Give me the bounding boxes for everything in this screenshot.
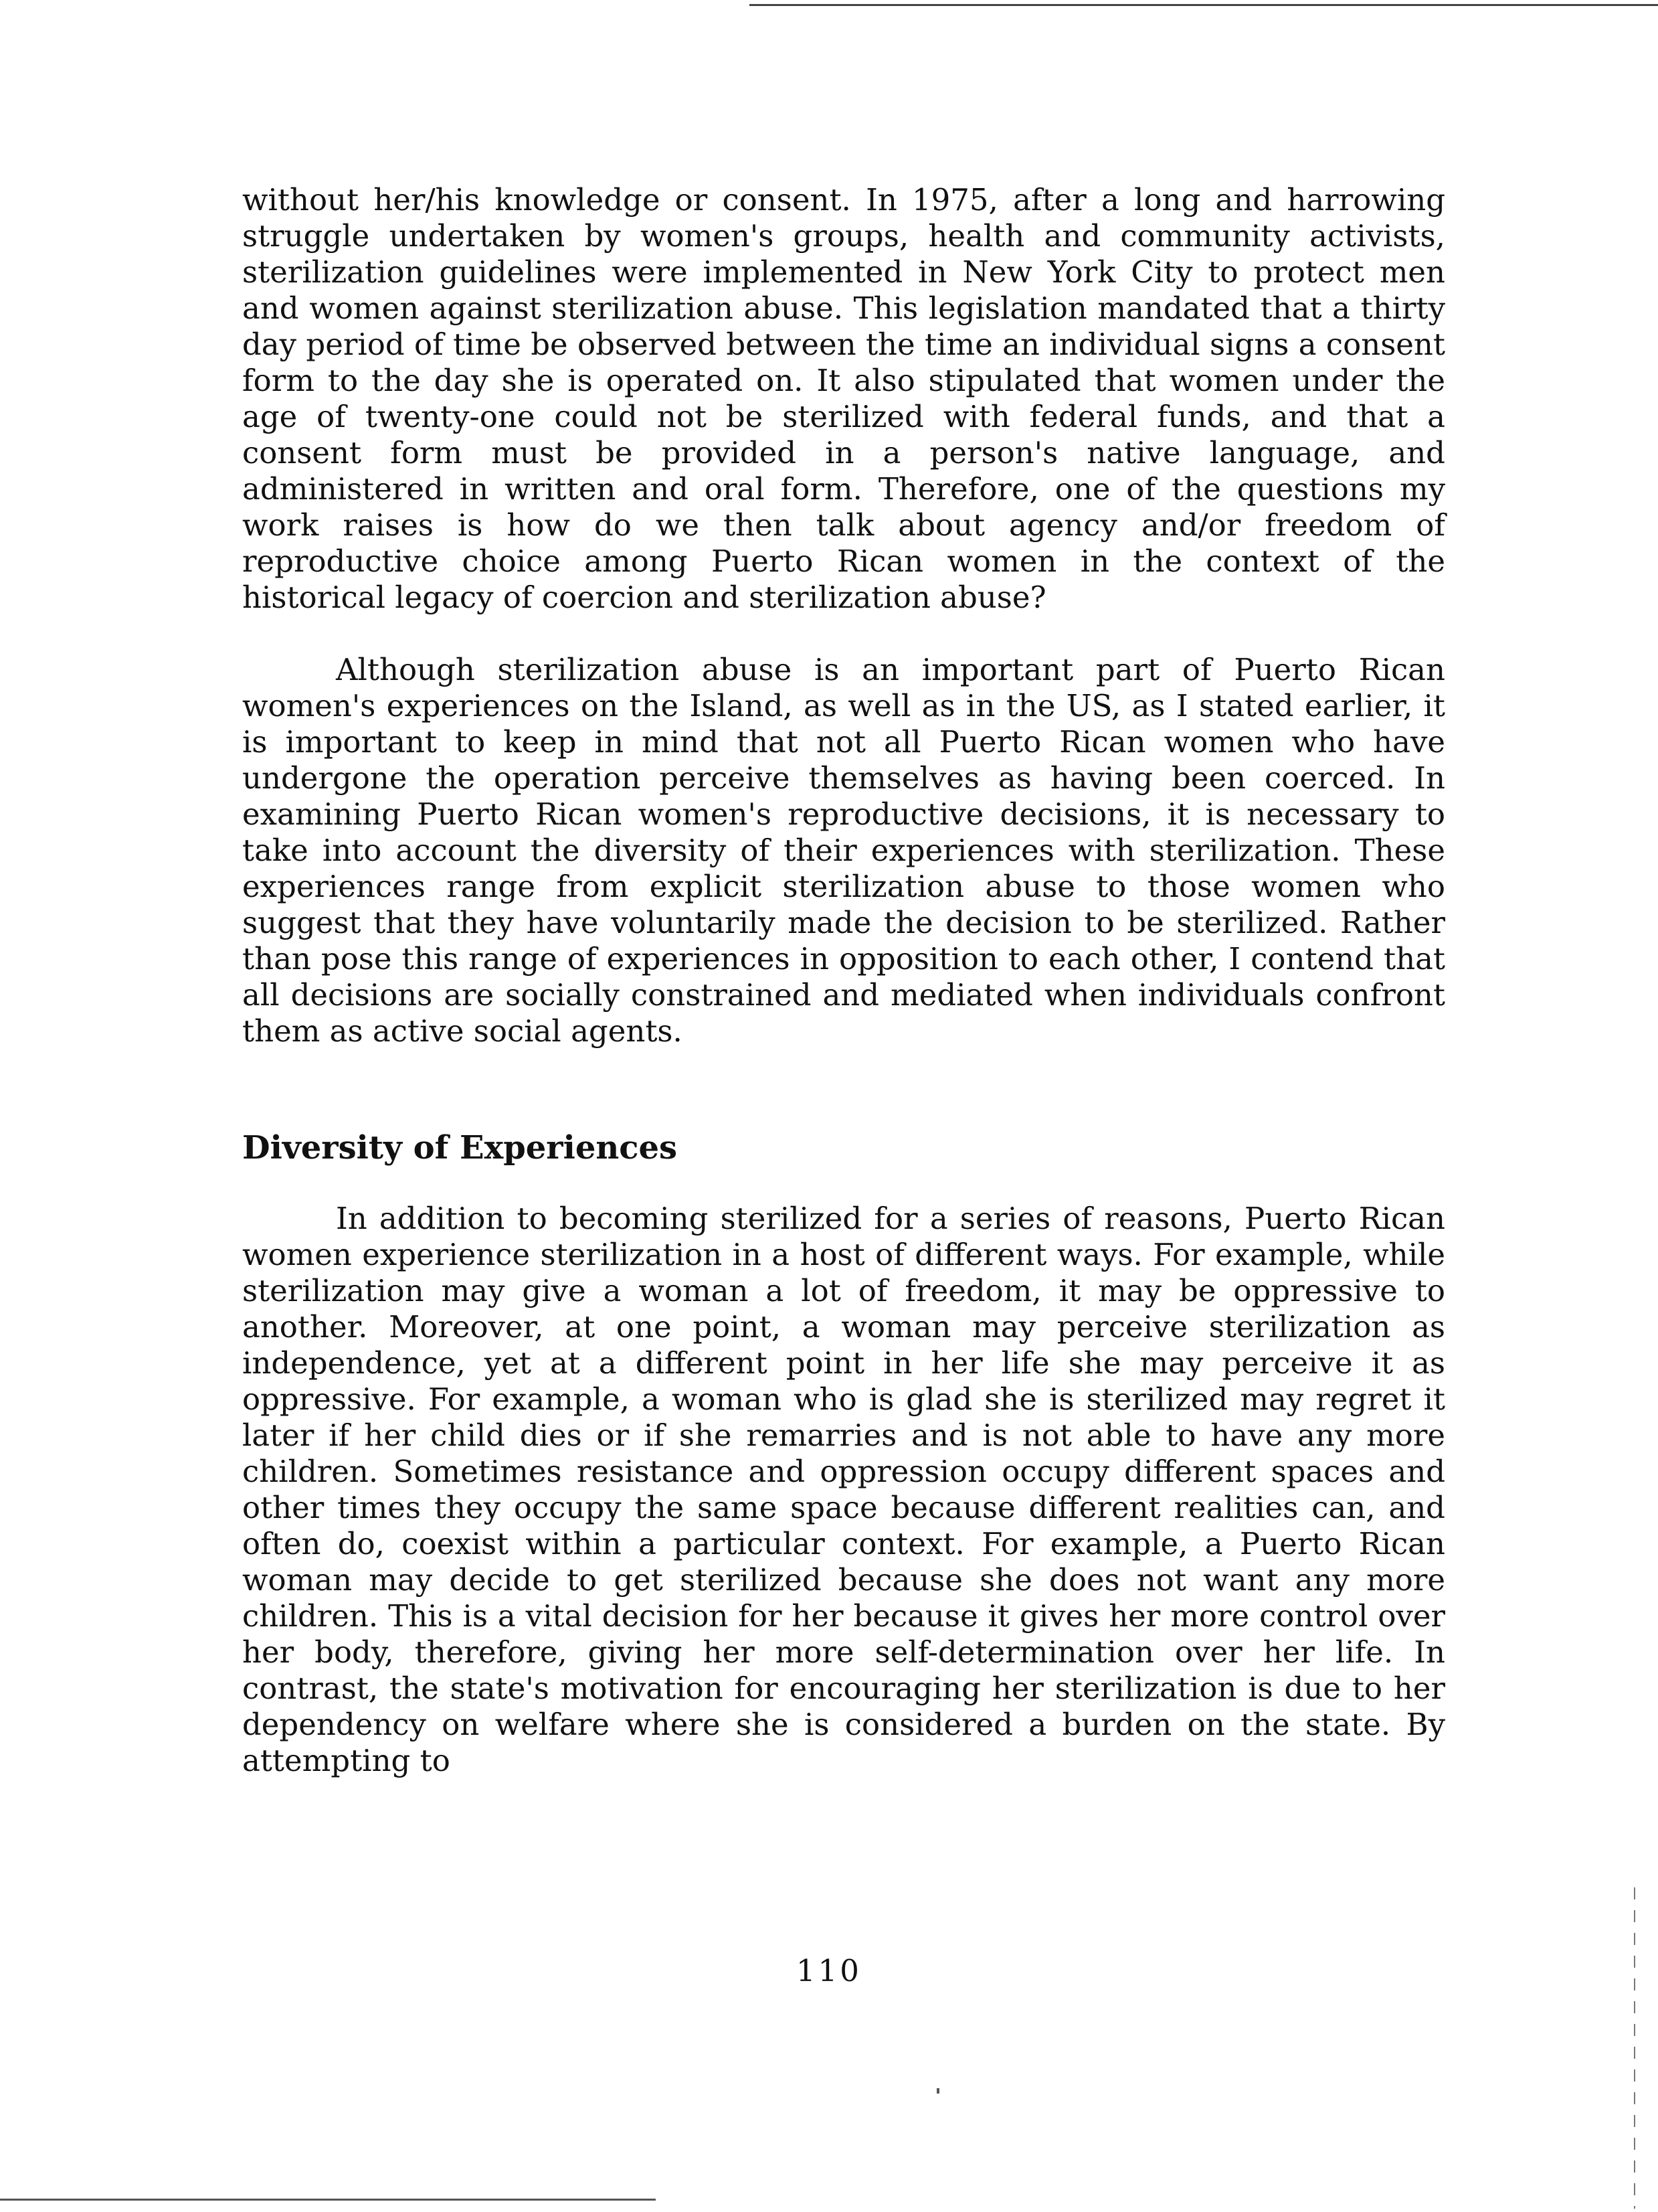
page-number: 110 xyxy=(796,1953,862,1988)
scan-border-bottom xyxy=(0,2199,656,2201)
paragraph-spacer xyxy=(242,616,1445,652)
heading-spacer xyxy=(242,1167,1445,1201)
paragraph-coercion-diversity: Although sterilization abuse is an important part of Puerto Rican women's experiences on the Island, as well as in the US, as I stated earlier, it is important to keep in mind that not all Puerto Rican women who have undergone the operation perceive themselves as having been coerced. In examining Puerto Rican women's reproductive decisions, it is necessary to take into account the diversity of their experiences with sterilization. These experiences range from explicit sterilization abuse to those women who suggest that they have voluntarily made the decision to be sterilized. Rather than pose this range of experiences in opposition to each other, I contend that all decisions are socially constrained and mediated when individuals confront them as active social agents. xyxy=(242,652,1445,1049)
scan-speck xyxy=(937,2088,939,2094)
scan-edge-right xyxy=(1634,1887,1635,2209)
paragraph-continued: without her/his knowledge or consent. In 1975, after a long and harrowing struggle undertaken by women's groups, health and community activists, sterilization guidelines were implemented in New York City to protect men and women against sterilization abuse. This legislation mandated that a thirty day period of time be observed between the time an individual signs a consent form to the day she is operated on. It also stipulated that women under the age of twenty-one could not be sterilized with federal funds, and that a consent form must be provided in a person's native language, and administered in written and oral form. Therefore, one of the questions my work raises is how do we then talk about agency and/or freedom of reproductive choice among Puerto Rican women in the context of the historical legacy of coercion and sterilization abuse? xyxy=(242,182,1445,615)
scan-border-top xyxy=(749,4,1658,6)
section-heading: Diversity of Experiences xyxy=(242,1129,678,1167)
page-body xyxy=(242,182,1445,1779)
section-spacer xyxy=(242,1049,1445,1128)
paragraph-diversity-of-experiences: In addition to becoming sterilized for a series of reasons, Puerto Rican women experience sterilization in a host of different ways. For example, while sterilization may give a woman a lot of freedom, it may be oppressive to another. Moreover, at one point, a woman may perceive sterilization as independence, yet at a different point in her life she may perceive it as oppressive. For example, a woman who is glad she is sterilized may regret it later if her child dies or if she remarries and is not able to have any more children. Sometimes resistance and oppression occupy different spaces and other times they occupy the same space because different realities can, and often do, coexist within a particular context. For example, a Puerto Rican woman may decide to get sterilized because she does not want any more children. This is a vital decision for her because it gives her more control over her body, therefore, giving her more self-determination over her life. In contrast, the state's motivation for encouraging her sterilization is due to her dependency on welfare where she is considered a burden on the state. By attempting to xyxy=(242,1201,1445,1778)
